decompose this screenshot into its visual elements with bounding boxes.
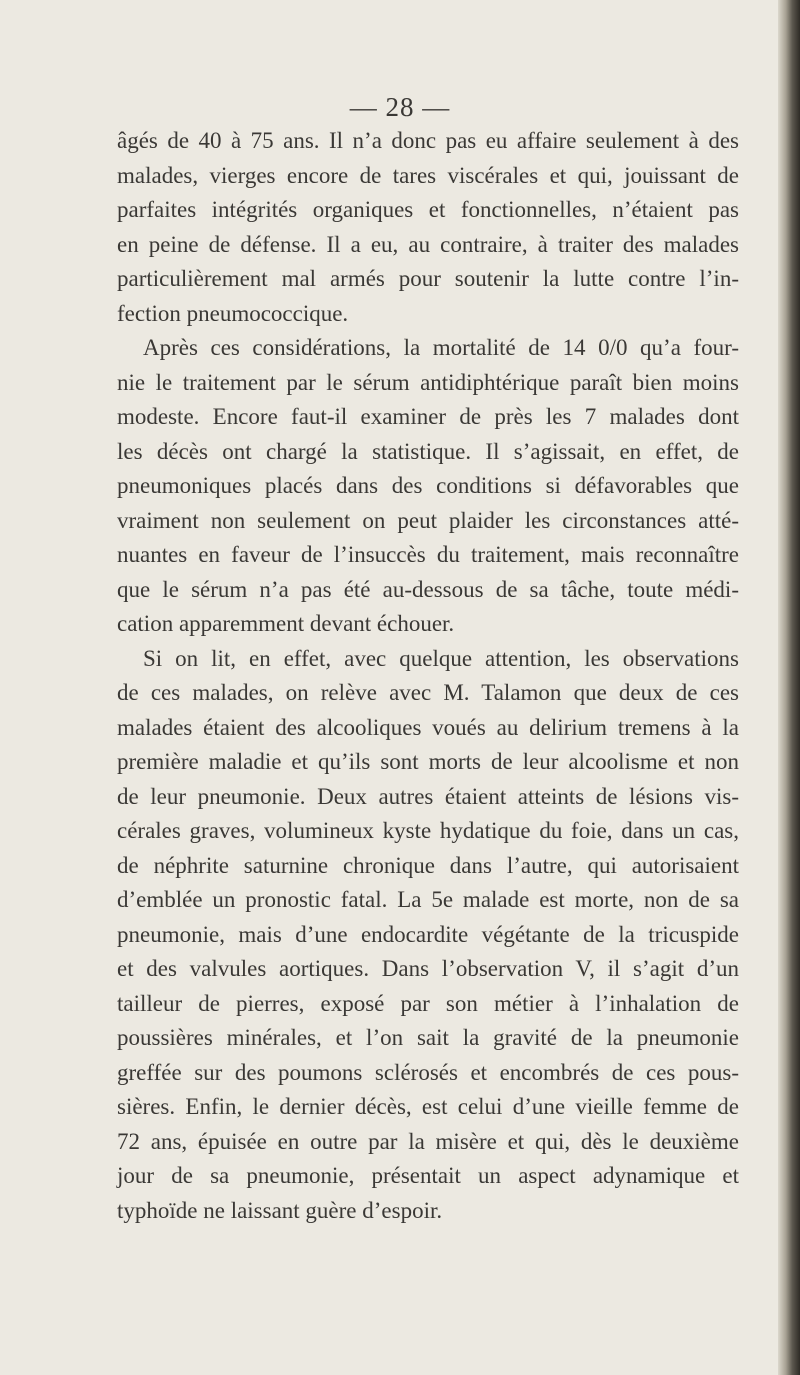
text-line: sières. Enfin, le dernier décès, est celui d’une vieille femme de [117,1094,739,1119]
text-line: fection pneumococcique. [117,300,349,326]
text-line: greffée sur des poumons sclérosés et encombrés de ces pous- [117,1059,739,1085]
text-line: cérales graves, volumineux kyste hydatique du foie, dans un cas, [117,818,739,843]
text-line: vraiment non seulement on peut plaider les circonstances atté- [117,507,739,533]
text-line: en peine de défense. Il a eu, au contraire, à traiter des malades [117,231,739,257]
text-line: Si on lit, en effet, avec quelque attention, les observations [143,645,739,671]
text-line: nuantes en faveur de l’insuccès du traitement, mais reconnaître [117,542,739,567]
text-line: malades, vierges encore de tares viscérales et qui, jouissant de [117,162,739,188]
text-line: poussières minérales, et l’on sait la gravité de la pneumonie [117,1025,739,1050]
text-line: jour de sa pneumonie, présentait un aspect adynamique et [117,1163,739,1188]
text-line: Après ces considérations, la mortalité de 14 0/0 qu’a four- [143,335,739,360]
text-line: pneumoniques placés dans des conditions si défavorables que [117,473,739,498]
text-line: tailleur de pierres, exposé par son métier à l’inhalation de [117,990,739,1016]
text-line: nie le traitement par le sérum antidiphtérique paraît bien moins [117,369,739,395]
text-line: les décès ont chargé la statistique. Il s’agissait, en effet, de [117,438,739,464]
text-line: malades étaient des alcooliques voués au delirium tremens à la [117,714,739,740]
body-text [117,124,739,1228]
text-line: de leur pneumonie. Deux autres étaient atteints de lésions vis- [117,783,739,809]
text-line: particulièrement mal armés pour soutenir la lutte contre l’in- [117,266,739,291]
text-line: parfaites intégrités organiques et fonctionnelles, n’étaient pas [117,197,739,222]
text-line: d’emblée un pronostic fatal. La 5e malade est morte, non de sa [117,887,739,912]
page-edge-shadow [778,0,800,1375]
page-number: — 28 — [349,92,451,122]
text-line: que le sérum n’a pas été au-dessous de sa tâche, toute médi- [117,576,739,602]
text-line: de néphrite saturnine chronique dans l’autre, qui autorisaient [117,852,739,878]
text-line: pneumonie, mais d’une endocardite végétante de la tricuspide [117,921,739,947]
text-line: et des valvules aortiques. Dans l’observation V, il s’agit d’un [117,956,739,981]
text-line: typhoïde ne laissant guère d’espoir. [117,1197,443,1223]
text-line: première maladie et qu’ils sont morts de leur alcoolisme et non [117,749,739,774]
text-line: de ces malades, on relève avec M. Talamon que deux de ces [117,680,739,705]
text-line: cation apparemment devant échouer. [117,611,455,636]
text-line: modeste. Encore faut-il examiner de près les 7 malades dont [117,404,739,429]
text-line: âgés de 40 à 75 ans. Il n’a donc pas eu affaire seulement à des [117,128,739,153]
text-line: 72 ans, épuisée en outre par la misère et qui, dès le deuxième [117,1128,739,1154]
